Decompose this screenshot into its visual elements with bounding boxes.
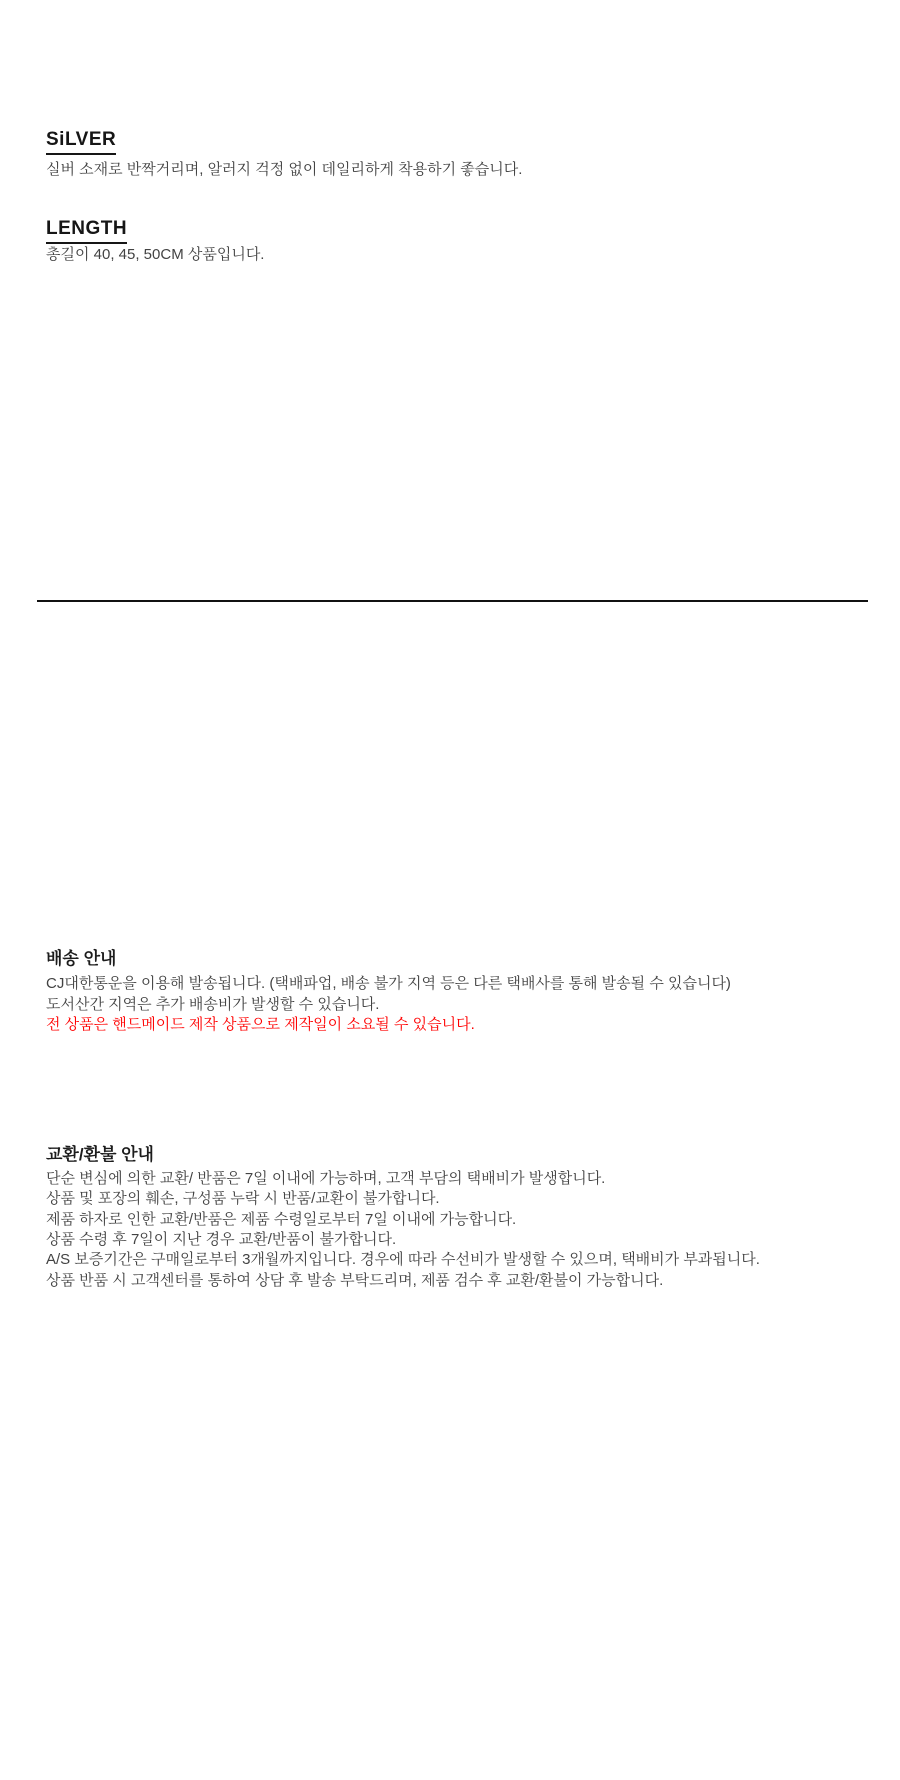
exchange-refund-line: 단순 변심에 의한 교환/ 반품은 7일 이내에 가능하며, 고객 부담의 택배비가 발생합니다. [46, 1170, 606, 1187]
length-heading-text: LENGTH [46, 218, 127, 244]
exchange-refund-line: 제품 하자로 인한 교환/반품은 제품 수령일로부터 7일 이내에 가능합니다. [46, 1211, 517, 1228]
length-section-heading [46, 218, 127, 244]
silver-section-heading [46, 129, 116, 155]
silver-heading-text: SiLVER [46, 129, 116, 155]
length-section-description: 총길이 40, 45, 50CM 상품입니다. [46, 246, 265, 263]
exchange-refund-line: 상품 반품 시 고객센터를 통하여 상담 후 발송 부탁드리며, 제품 검수 후 교환/환불이 가능합니다. [46, 1272, 664, 1289]
exchange-refund-line: A/S 보증기간은 구매일로부터 3개월까지입니다. 경우에 따라 수선비가 발생할 수 있으며, 택배비가 부과됩니다. [46, 1251, 760, 1268]
shipping-handmade-notice: 전 상품은 핸드메이드 제작 상품으로 제작일이 소요될 수 있습니다. [46, 1016, 475, 1033]
shipping-info-heading: 배송 안내 [46, 949, 117, 968]
exchange-refund-heading: 교환/환불 안내 [46, 1145, 154, 1164]
exchange-refund-line: 상품 및 포장의 훼손, 구성품 누락 시 반품/교환이 불가합니다. [46, 1190, 440, 1207]
silver-section-description: 실버 소재로 반짝거리며, 알러지 걱정 없이 데일리하게 착용하기 좋습니다. [46, 161, 523, 178]
exchange-refund-line: 상품 수령 후 7일이 지난 경우 교환/반품이 불가합니다. [46, 1231, 397, 1248]
section-divider [37, 600, 868, 602]
shipping-info-line: 도서산간 지역은 추가 배송비가 발생할 수 있습니다. [46, 996, 380, 1013]
shipping-info-line: CJ대한통운을 이용해 발송됩니다. (택배파업, 배송 불가 지역 등은 다른 택배사를 통해 발송될 수 있습니다) [46, 975, 731, 992]
